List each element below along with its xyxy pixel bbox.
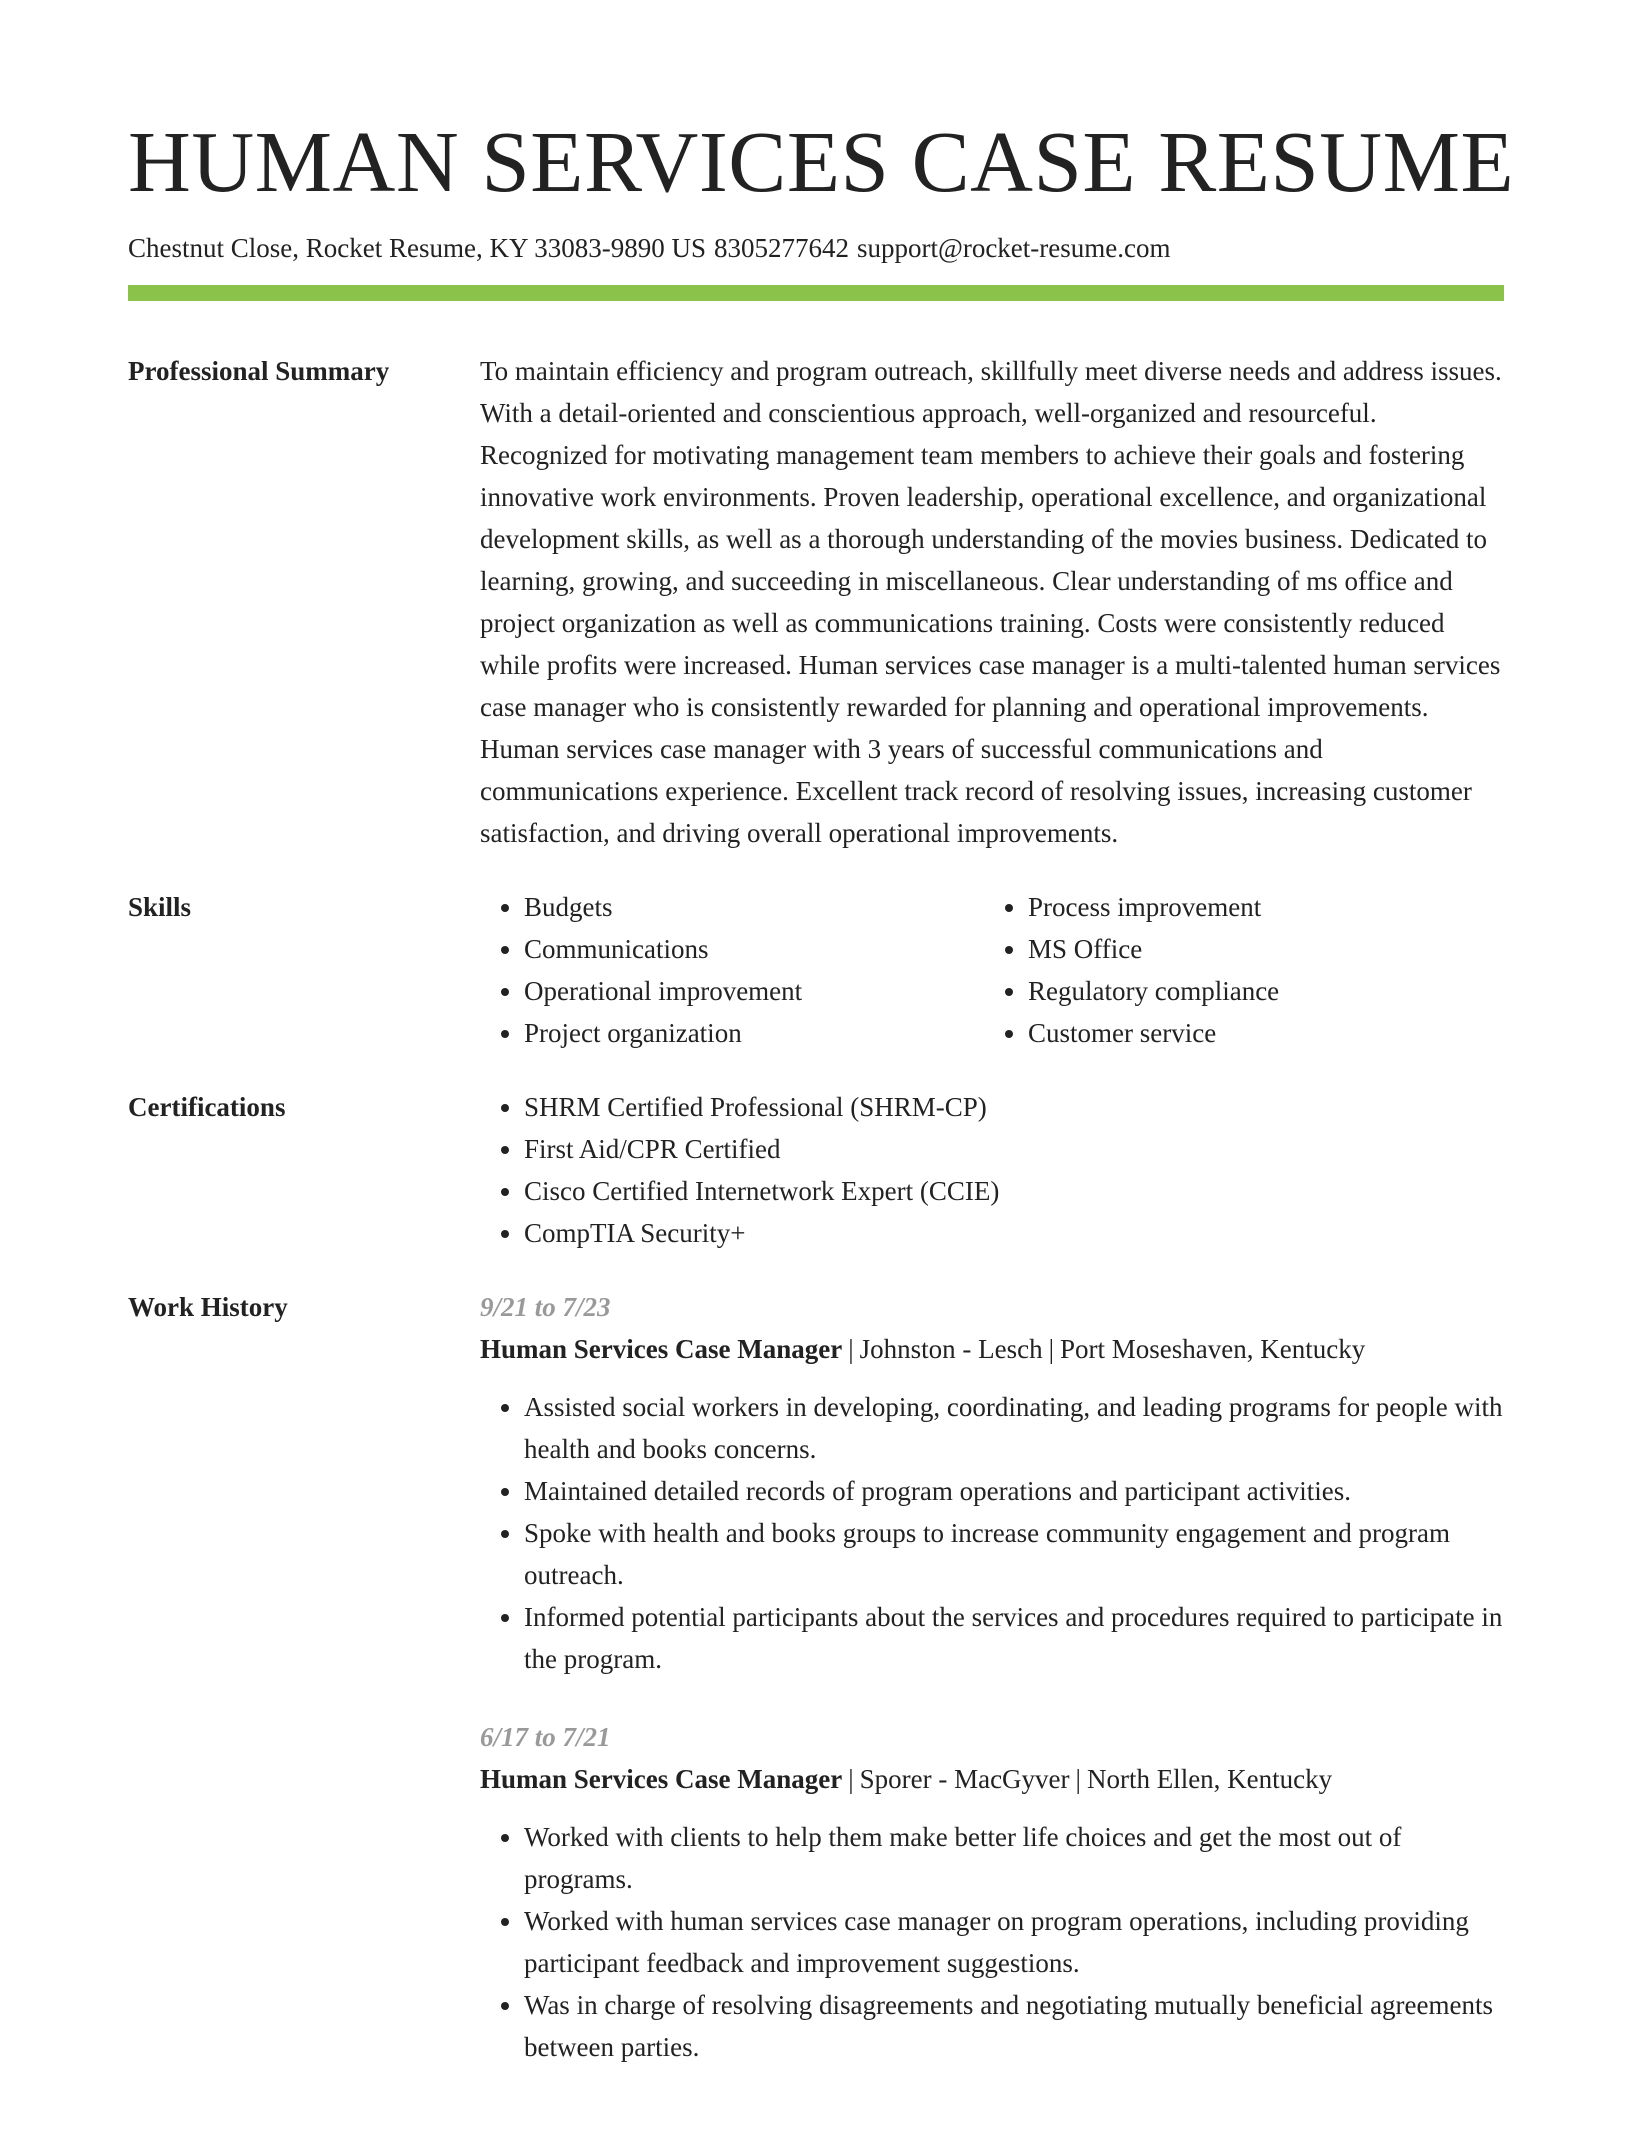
skill-item: • Budgets [524, 886, 984, 928]
summary-body [480, 350, 1504, 854]
header-divider [128, 285, 1504, 301]
job-duty-item: • Assisted social workers in developing, coordinating, and leading programs for people with health and books concerns. [524, 1386, 1504, 1470]
contact-phone: 8305277642 [713, 233, 849, 263]
skills-body [480, 886, 1504, 1054]
contact-email: support@rocket-resume.com [856, 233, 1171, 263]
section-label-certifications: Certifications [128, 1092, 286, 1122]
certification-item: • Cisco Certified Internetwork Expert (CCIE) [524, 1170, 1504, 1212]
job-dates: 9/21 to 7/23 [480, 1292, 611, 1322]
resume-sections [128, 350, 1504, 2136]
job-title: Human Services Case Manager [480, 1764, 843, 1794]
job-separator: | [1048, 1334, 1054, 1364]
skill-item: • Customer service [1028, 1012, 1504, 1054]
skills-list-right [984, 886, 1504, 1054]
job-duties-list [480, 1386, 1504, 1680]
job-company: Johnston - Lesch [859, 1334, 1043, 1364]
job-duty-item: • Spoke with health and books groups to increase community engagement and program outreach. [524, 1512, 1504, 1596]
certification-item: • SHRM Certified Professional (SHRM-CP) [524, 1086, 1504, 1128]
work-history-section [128, 1286, 1504, 2104]
job-separator: | [1075, 1764, 1081, 1794]
skill-item: • MS Office [1028, 928, 1504, 970]
section-label-work-history: Work History [128, 1292, 288, 1322]
job-location: North Ellen, Kentucky [1086, 1764, 1333, 1794]
job-entry [480, 1716, 1504, 2068]
job-company: Sporer - MacGyver [859, 1764, 1070, 1794]
skill-item: • Process improvement [1028, 886, 1504, 928]
job-duty-item: • Worked with clients to help them make better life choices and get the most out of programs. [524, 1816, 1504, 1900]
certifications-list [480, 1086, 1504, 1254]
certification-item: • CompTIA Security+ [524, 1212, 1504, 1254]
job-separator: | [848, 1764, 854, 1794]
section-label-summary: Professional Summary [128, 356, 390, 386]
certifications-body [480, 1086, 1504, 1254]
certifications-section [128, 1086, 1504, 1254]
contact-line [128, 232, 1171, 264]
job-entry [480, 1286, 1504, 1680]
job-duty-item: • Informed potential participants about the services and procedures required to participate in the program. [524, 1596, 1504, 1680]
job-duty-item: • Was in charge of resolving disagreements and negotiating mutually beneficial agreements between parties. [524, 1984, 1504, 2068]
certification-item: • First Aid/CPR Certified [524, 1128, 1504, 1170]
section-label-skills: Skills [128, 892, 192, 922]
skills-section [128, 886, 1504, 1054]
skill-item: • Project organization [524, 1012, 984, 1054]
job-title-line [480, 1328, 1504, 1370]
job-separator: | [848, 1334, 854, 1364]
skill-item: • Operational improvement [524, 970, 984, 1012]
contact-address: Chestnut Close, Rocket Resume, KY 33083-9890 US [128, 233, 706, 263]
skill-item: • Regulatory compliance [1028, 970, 1504, 1012]
job-dates: 6/17 to 7/21 [480, 1722, 611, 1752]
resume-name: HUMAN SERVICES CASE RESUME [128, 113, 1515, 210]
job-location: Port Moseshaven, Kentucky [1060, 1334, 1366, 1364]
skill-item: • Communications [524, 928, 984, 970]
job-title-line [480, 1758, 1504, 1800]
work-history-body [480, 1286, 1504, 2104]
job-title: Human Services Case Manager [480, 1334, 843, 1364]
job-duties-list [480, 1816, 1504, 2068]
skills-list-left [480, 886, 984, 1054]
job-duty-item: • Worked with human services case manager on program operations, including providing participant feedback and improvement suggestions. [524, 1900, 1504, 1984]
summary-text: To maintain efficiency and program outreach, skillfully meet diverse needs and address issues. With a detail-oriented and conscientious approach, well-organized and resourceful. Recognized for motivating management team members to achieve their goals and fostering innovative work environments. Proven leadership, operational excellence, and organizational development skills, as well as a thorough understanding of the movies business. Dedicated to learning, growing, and succeeding in miscellaneous. Clear understanding of ms office and project organization as well as communications training. Costs were consistently reduced while profits were increased. Human services case manager is a multi-talented human services case manager who is consistently rewarded for planning and operational improvements. Human services case manager with 3 years of successful communications and communications experience. Excellent track record of resolving issues, increasing customer satisfaction, and driving overall operational improvements. [480, 356, 1502, 848]
job-duty-item: • Maintained detailed records of program operations and participant activities. [524, 1470, 1504, 1512]
summary-section [128, 350, 1504, 854]
